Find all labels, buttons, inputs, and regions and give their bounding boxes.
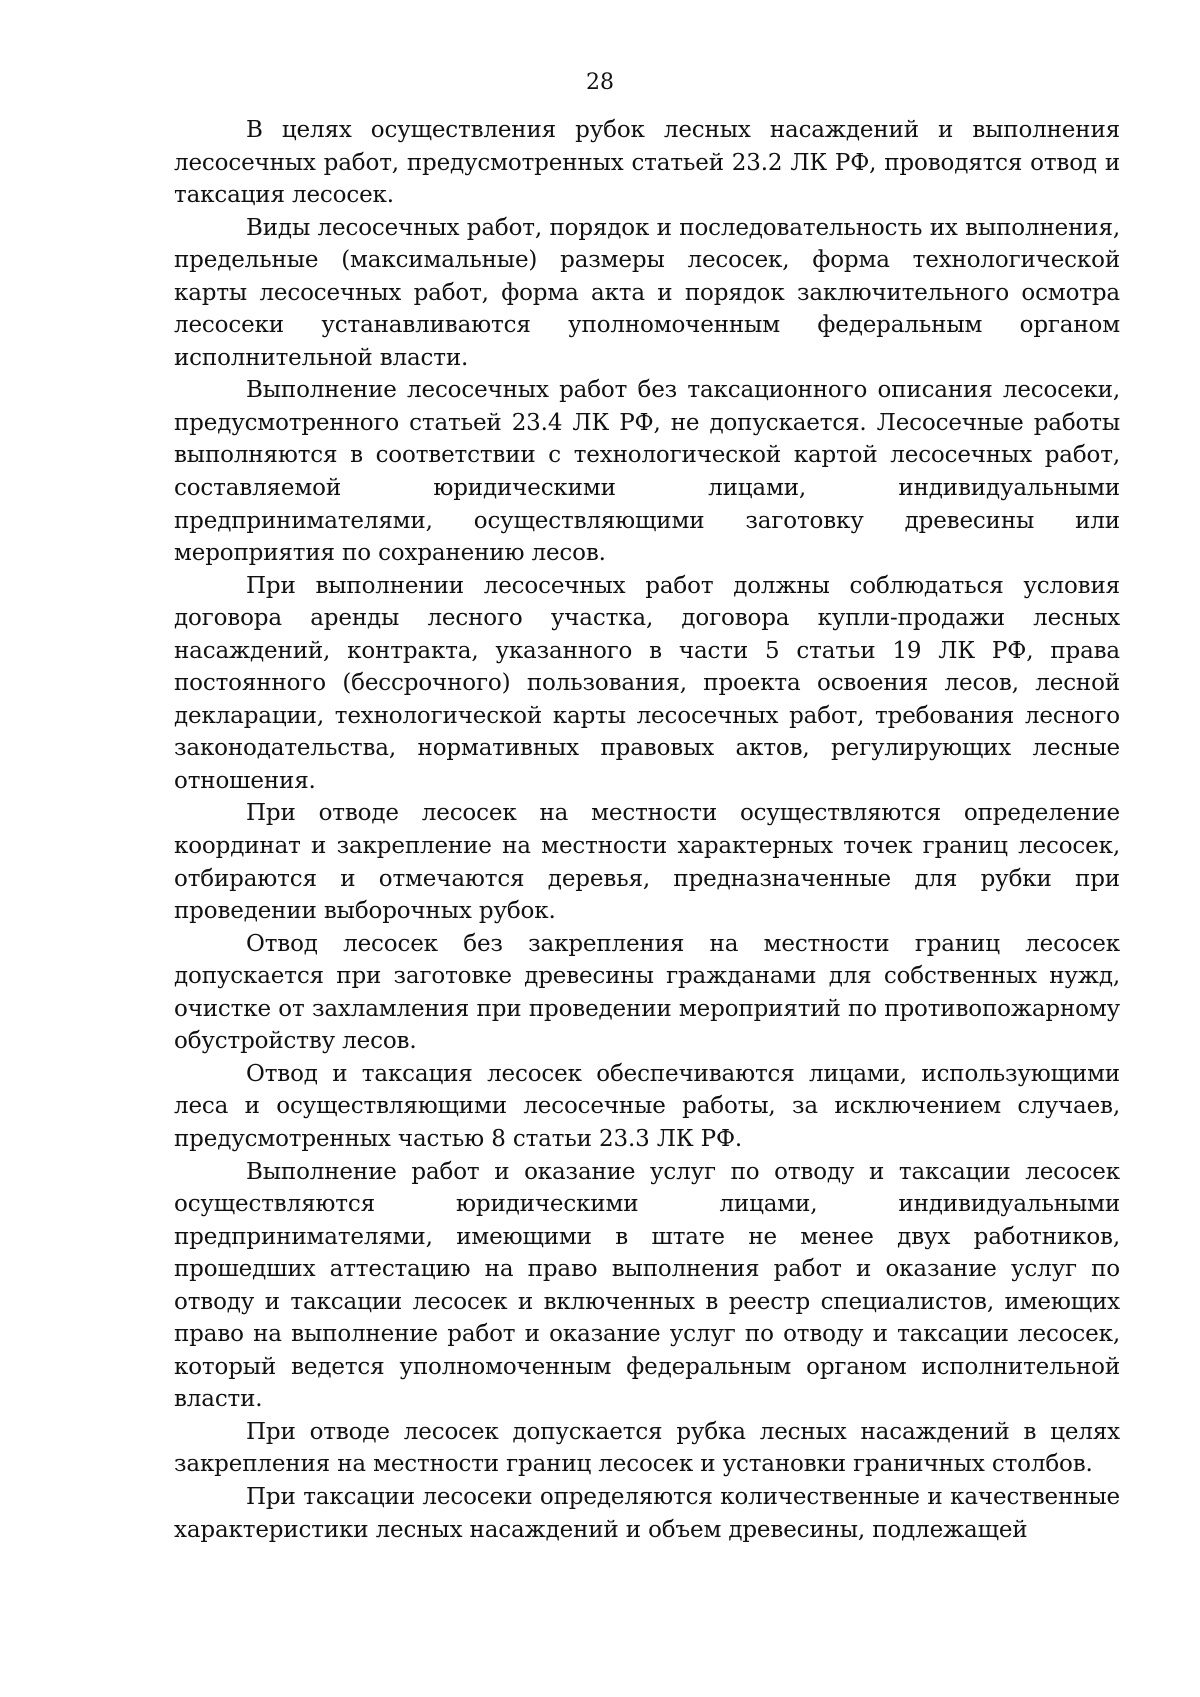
paragraph: Выполнение лесосечных работ без таксационного описания лесосеки, предусмотренного статьей 23.4 ЛК РФ, не допускается. Лесосечные работы выполняются в соответствии с технологической картой лесосечных работ, составляемой юридическими лицами, индивидуальными предпринимателями, осуществляющими заготовку древесины или мероприятия по сохранению лесов. (174, 377, 1120, 567)
paragraph: Выполнение работ и оказание услуг по отводу и таксации лесосек осуществляются юридическими лицами, индивидуальными предпринимателями, имеющими в штате не менее двух работников, прошедших аттестацию на право выполнения работ и оказание услуг по отводу и таксации лесосек и включенных в реестр специалистов, имеющих право на выполнение работ и оказание услуг по отводу и таксации лесосек, который ведется уполномоченным федеральным органом исполнительной власти. (174, 1158, 1120, 1413)
paragraph-continued: При таксации лесосеки определяются количественные и качественные характеристики лесных насаждений и объем древесины, подлежащей (174, 1483, 1120, 1543)
paragraph: Отвод и таксация лесосек обеспечиваются лицами, использующими леса и осуществляющими лесосечные работы, за исключением случаев, предусмотренных частью 8 статьи 23.3 ЛК РФ. (174, 1060, 1120, 1152)
paragraph: Отвод лесосек без закрепления на местности границ лесосек допускается при заготовке древесины гражданами для собственных нужд, очистке от захламления при проведении мероприятий по противопожарному обустройству лесов. (174, 930, 1120, 1055)
paragraph: При выполнении лесосечных работ должны соблюдаться условия договора аренды лесного участка, договора купли-продажи лесных насаждений, контракта, указанного в части 5 статьи 19 ЛК РФ, права постоянного (бессрочного) пользования, проекта освоения лесов, лесной декларации, технологической карты лесосечных работ, требования лесного законодательства, нормативных правовых актов, регулирующих лесные отношения. (174, 572, 1120, 794)
paragraph: В целях осуществления рубок лесных насаждений и выполнения лесосечных работ, предусмотренных статьей 23.2 ЛК РФ, проводятся отвод и таксация лесосек. (174, 117, 1120, 209)
document-body (174, 114, 1120, 1546)
paragraph: При отводе лесосек допускается рубка лесных насаждений в целях закрепления на местности границ лесосек и установки граничных столбов. (174, 1418, 1120, 1478)
page-number: 28 (586, 70, 614, 95)
paragraph: При отводе лесосек на местности осуществляются определение координат и закрепление на местности характерных точек границ лесосек, отбираются и отмечаются деревья, предназначенные для рубки при проведении выборочных рубок. (174, 800, 1120, 925)
paragraph: Виды лесосечных работ, порядок и последовательность их выполнения, предельные (максимальные) размеры лесосек, форма технологической карты лесосечных работ, форма акта и порядок заключительного осмотра лесосеки устанавливаются уполномоченным федеральным органом исполнительной власти. (174, 214, 1120, 371)
